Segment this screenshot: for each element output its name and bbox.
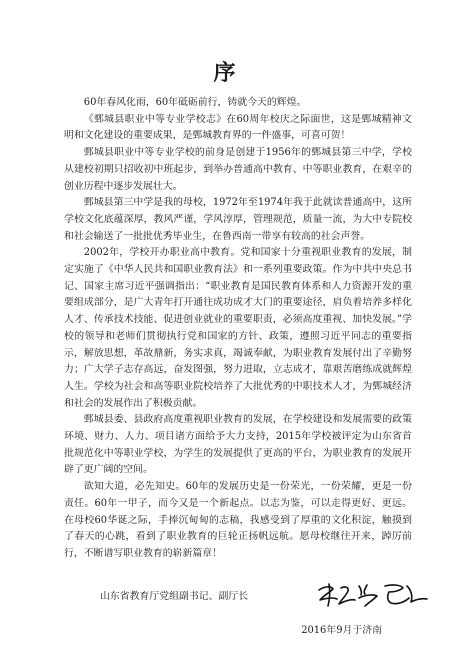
signature-block: [100, 580, 440, 608]
paragraph: 60年春风化雨，60年砥砺前行，铸就今天的辉煌。: [83, 97, 307, 108]
paragraph: 鄄城县委、县政府高度重视职业教育的发展，在学校建设和发展需要的政策环境、财力、人力、项目诸方面给予大力支持，2015年学校被评定为山东省首批规范化中等职业学校，为学生的发展提供了更高的平台，为职业教育的发展开辟了更广阔的空间。: [64, 414, 412, 476]
paragraph: 鄄城县职业中等专业学校的前身是创建于1956年的鄄城县第三中学，学校从建校初期只招收初中班起步，到举办普通高中教育、中等职业教育，在艰辛的创业历程中逐步发展壮大。: [64, 147, 412, 192]
paragraph: 2002年，学校开办职业高中教育。党和国家十分重视职业教育的发展，制定实施了《中华人民共和国职业教育法》和一系列重要政策。作为中共中央总书记、国家主席习近平强调指出：“职业教育是国民教育体系和人力资源开发的重要组成部分，是广大青年打开通往成功成才大门的重要途径，肩负着培养多样化人才、传承技术技能、促进创业就业的重要职责，必须高度重视、加快发展。”学校的领导和老师们贯彻执行党和国家的方针、政策，遵照习近平同志的重要指示，解放思想，革故鼎新，务实求真，竭诚奉献，为职业教育发展付出了辛勤努力；广大学子志存高远，奋发图强，努力进取，立志成才，靠艰苦磨练成就辉煌人生。学校为社会和高等职业院校培养了大批优秀的中职技术人才，为鄄城经济和社会的发展作出了积极贡献。: [64, 247, 412, 409]
signer-title: 山东省教育厅党组副书记、副厅长: [100, 591, 249, 602]
handwritten-signature: [315, 580, 440, 608]
paragraph: 《鄄城县职业中等专业学校志》在60周年校庆之际面世，这是鄄城精神文明和文化建设的重要成果，是鄄城教育界的一件盛事，可喜可贺！: [64, 113, 412, 142]
paragraph: 欲知大道，必先知史。60年的发展历史是一份荣光，一份荣耀，更是一份责任。60年一甲子，而今又是一个新起点。以志为鉴，可以走得更好、更远。在母校60华诞之际，手捧沉甸甸的志稿，我感受到了厚重的文化积淀，触摸到了春天的心跳，看到了职业教育的巨轮正扬帆远航。愿母校继往开来，踔厉前行，不断谱写职业教育的崭新篇章！: [64, 481, 412, 559]
preface-body: [64, 95, 412, 563]
page-title: 序: [213, 61, 237, 86]
signature-date: 2016年9月于济南: [301, 625, 382, 636]
paragraph: 鄄城县第三中学是我的母校，1972年至1974年我于此就读普通高中，这所学校文化底蕴深厚，教风严谨，学风淳厚，管理规范，质量一流，为大中专院校和社会输送了一批批优秀毕业生，在鲁西南一带享有较高的社会声誉。: [64, 197, 412, 242]
